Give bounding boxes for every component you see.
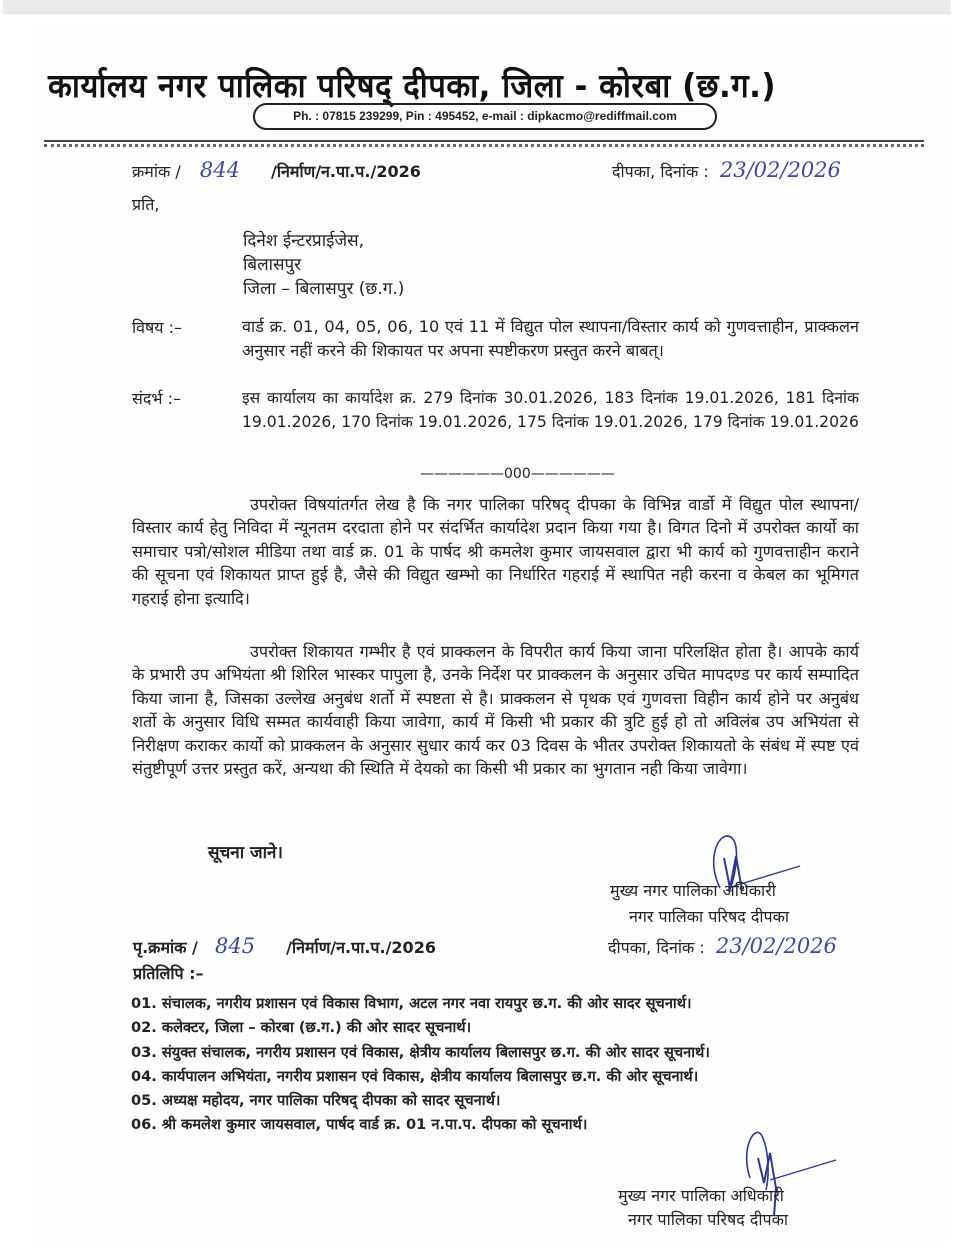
- body-paragraph-2-text: उपरोक्त शिकायत गम्भीर है एवं प्राक्कलन के विपरीत कार्य किया जाना परिलक्षित होता है। आपके कार्य के प्रभारी उप अभियंता श्री शिरिल भास्कर पापुला है, उनके निर्देश पर प्राक्कलन के अनुसार उचित मापदण्ड पर कार्य सम्पादित किया जाना है, जिसका उल्लेख अनुबंध शर्तो में स्पष्टता से है। प्राक्कलन से पृथक एवं गुणवत्ता विहीन कार्य होने पर अनुबंध शर्तो के अनुसार विधि सम्मत कार्यवाही किया जावेगा, कार्य में किसी भी प्रकार की त्रुटि हुई हो तो अविलंब उप अभियंता से निरीक्षण कराकर कार्यो को प्राक्कलन के अनुसार सुधार कार्य कर 03 दिवस के भीतर उपरोक्त शिकायतो के संबंध में स्पष्ट एवं संतुष्टीपूर्ण उत्तर प्रस्तुत करें, अन्यथा की स्थिति में देयको का किसी भी प्रकार का भुगतान नही किया जावेगा।: [132, 642, 859, 779]
- reference-line: [132, 158, 421, 182]
- letterhead-divider: [44, 140, 924, 147]
- letter-date: 23/02/2026: [719, 158, 841, 182]
- section-separator: ——————000——————: [420, 466, 615, 482]
- recipient-name: दिनेश ईन्टरप्राईजेस,: [243, 231, 364, 251]
- recipient-city: बिलासपुर: [243, 255, 302, 275]
- closing-line: सूचना जाने।: [208, 843, 283, 863]
- kramank-suffix: /निर्माण/न.पा.प./2026: [271, 162, 421, 181]
- copy-list-item: 03. संयुक्त संचालक, नगरीय प्रशासन एवं विकास, क्षेत्रीय कार्यालय बिलासपुर छ.ग. की ओर सादर सूचनार्थ।: [131, 1043, 710, 1061]
- place-date-label: दीपका, दिनांक :: [612, 162, 709, 181]
- reference-date-line: [612, 158, 841, 182]
- copy-list-item: 06. श्री कमलेश कुमार जायसवाल, पार्षद वार्ड क्र. 01 न.पा.प. दीपका को सूचनार्थ।: [131, 1116, 588, 1134]
- prati-label: प्रति,: [132, 195, 160, 214]
- copy-kramank-number: 845: [214, 934, 256, 958]
- subject-label: विषय :–: [132, 318, 183, 337]
- letterhead-title: कार्यालय नगर पालिका परिषद् दीपका, जिला - कोरबा (छ.ग.): [48, 66, 777, 105]
- sandarbh-text: इस कार्यालय का कार्यादेश क्र. 279 दिनांक 30.01.2026, 183 दिनांक 19.01.2026, 181 दिनांक 19.01.2026, 170 दिनांक 19.01.2026, 175 दिनांक 19.01.2026, 179 दिनांक 19.01.2026: [242, 389, 859, 431]
- sandarbh-label: संदर्भ :–: [132, 389, 182, 408]
- copy-list-item: 01. संचालक, नगरीय प्रशासन एवं विकास विभाग, अटल नगर नवा रायपुर छ.ग. की ओर सादर सूचनार्थ।: [131, 995, 692, 1012]
- recipient-district: जिला – बिलासपुर (छ.ग.): [243, 279, 405, 299]
- signature2-office: नगर पालिका परिषद दीपका: [628, 1210, 789, 1229]
- copy-reference-line: [133, 934, 436, 958]
- pratilipi-label: प्रतिलिपि :–: [133, 964, 204, 983]
- subject-text: वार्ड क्र. 01, 04, 05, 06, 10 एवं 11 में विद्युत पोल स्थापना/विस्तार कार्य को गुणवत्ताहीन, प्राक्कलन अनुसार नहीं करने की शिकायत पर अपना स्पष्टीकरण प्रस्तुत करने बाबत्।: [242, 317, 859, 360]
- copy-list-item: 05. अध्यक्ष महोदय, नगर पालिका परिषद् दीपका को सादर सूचनार्थ।: [131, 1092, 501, 1110]
- viewer-top-bar: [3, 0, 951, 14]
- signature1-designation: मुख्य नगर पालिका अधिकारी: [610, 881, 776, 900]
- signature2-designation: मुख्य नगर पालिका अधिकारी: [618, 1186, 784, 1205]
- body-paragraph-1-text: उपरोक्त विषयांतर्गत लेख है कि नगर पालिका परिषद् दीपका के विभिन्न वार्डो में विद्युत पोल स्थापना/विस्तार कार्य हेतु निविदा में न्यूनतम दरदाता होने पर संदर्भित कार्यादेश प्रदान किया गया है। विगत दिनो में उपरोक्त कार्यो का समाचार पत्रो/सोशल मीडिया तथा वार्ड क्र. 01 के पार्षद श्री कमलेश कुमार जायसवाल द्वारा भी कार्य को गुणवत्ताहीन कराने की सूचना एवं शिकायत प्राप्त हुई है, जैसे की विद्युत खम्भो का निर्धारित गहराई में स्थापित नही करना व केबल का भूमिगत गहराई होना इत्यादि।: [132, 495, 859, 608]
- signature1-office: नगर पालिका परिषद दीपका: [629, 907, 790, 926]
- body-paragraph-2: [132, 640, 859, 780]
- kramank-label: क्रमांक /: [132, 162, 181, 181]
- body-paragraph-1: [132, 493, 859, 610]
- copy-list: [131, 992, 891, 1138]
- copy-place-date-label: दीपका, दिनांक :: [608, 938, 705, 957]
- copy-list-item: 02. कलेक्टर, जिला – कोरबा (छ.ग.) की ओर सादर सूचनार्थ।: [131, 1019, 472, 1037]
- kramank-number: 844: [199, 158, 240, 182]
- copy-date: 23/02/2026: [715, 934, 837, 958]
- copy-list-item: 04. कार्यपालन अभियंता, नगरीय प्रशासन एवं विकास, क्षेत्रीय कार्यालय बिलासपुर छ.ग. की ओर सूचनार्थ।: [131, 1067, 699, 1085]
- letterhead-contact: Ph. : 07815 239299, Pin : 495452, e-mail : dipkacmo@rediffmail.com: [253, 103, 717, 130]
- copy-kramank-label: पृ.क्रमांक /: [133, 938, 198, 957]
- copy-kramank-suffix: /निर्माण/न.पा.प./2026: [286, 938, 436, 957]
- copy-date-line: [608, 934, 837, 958]
